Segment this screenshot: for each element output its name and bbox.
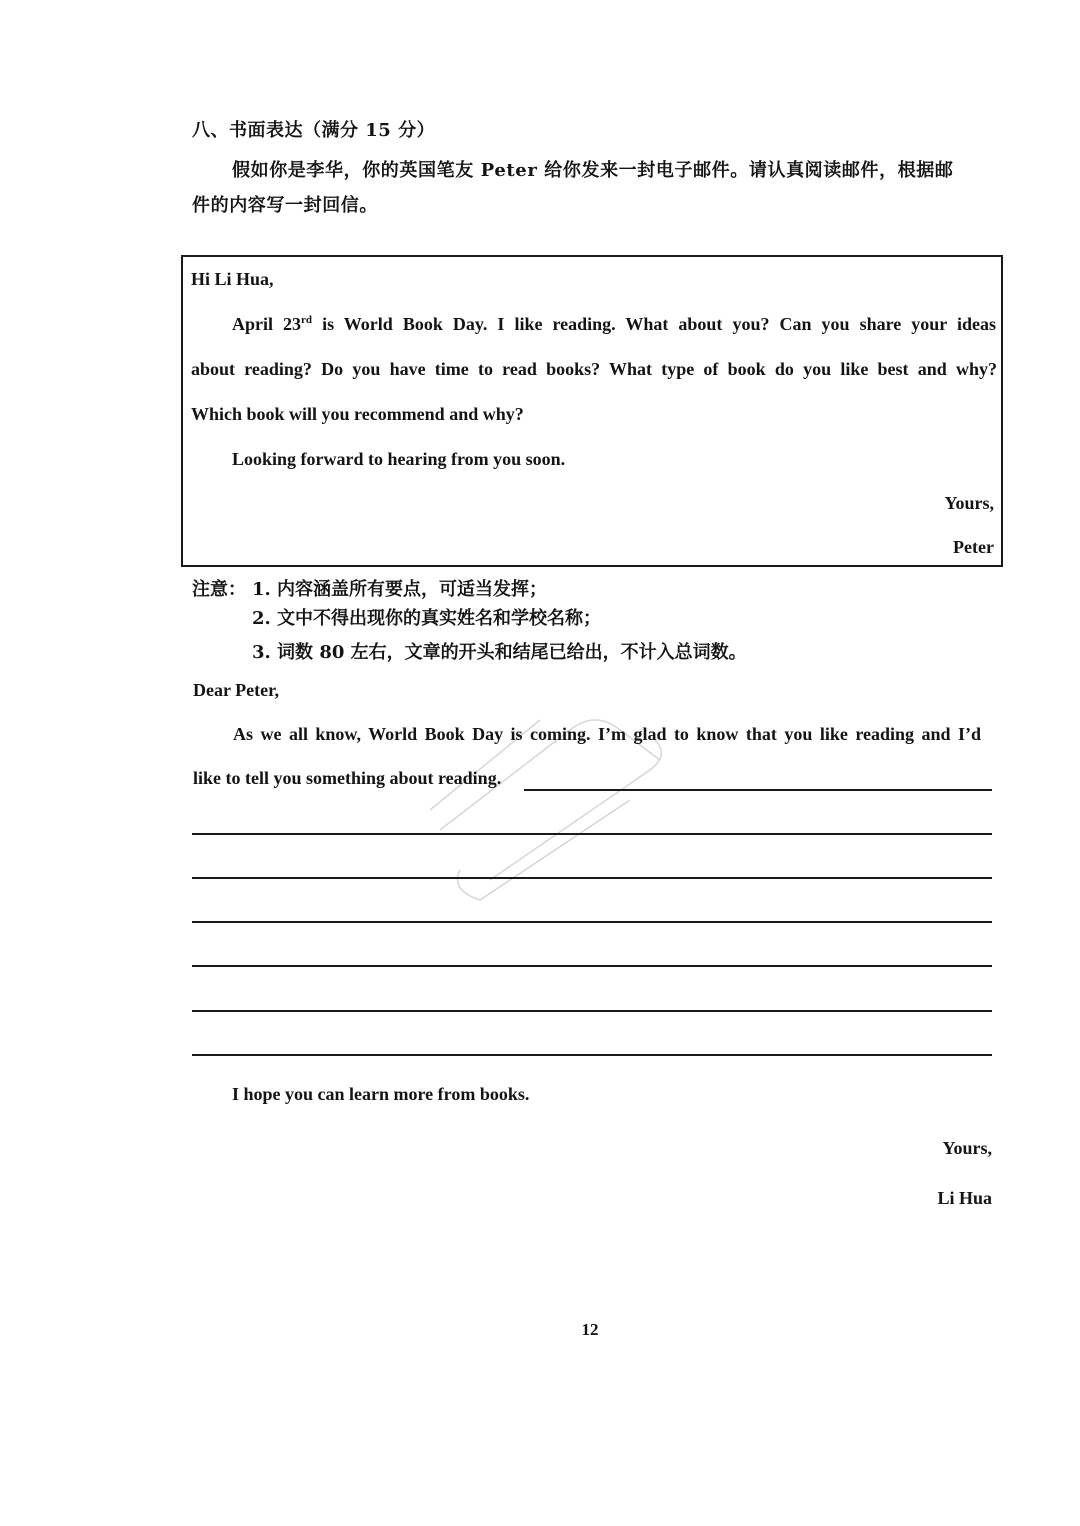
email-body-line-2: about reading? Do you have time to read books? What type of book do you like best and why? xyxy=(191,359,997,379)
writing-line-2[interactable] xyxy=(192,833,992,835)
reply-opening-line-2: like to tell you something about reading. xyxy=(193,768,502,788)
email-body-line-3: Which book will you recommend and why? xyxy=(191,404,524,424)
writing-line-5[interactable] xyxy=(192,965,992,967)
email-greeting: Hi Li Hua, xyxy=(191,269,274,289)
reply-opening-line-1: As we all know, World Book Day is coming. I’m glad to know that you like reading and I’d xyxy=(233,724,981,744)
task-instruction-line-1: 假如你是李华，你的英国笔友 Peter 给你发来一封电子邮件。请认真阅读邮件，根据邮 xyxy=(232,160,954,181)
writing-line-4[interactable] xyxy=(192,921,992,923)
section-heading: 八、书面表达（满分 15 分） xyxy=(192,120,436,141)
page-number: 12 xyxy=(581,1320,599,1339)
email-closing: Yours, xyxy=(944,493,994,513)
note-item-1: 1. 内容涵盖所有要点，可适当发挥； xyxy=(252,579,548,600)
note-item-2: 2. 文中不得出现你的真实姓名和学校名称； xyxy=(252,608,602,629)
reply-salutation: Dear Peter, xyxy=(193,680,279,700)
reply-closing: Yours, xyxy=(942,1138,992,1158)
writing-line-7[interactable] xyxy=(192,1054,992,1056)
writing-line-3[interactable] xyxy=(192,877,992,879)
writing-line-6[interactable] xyxy=(192,1010,992,1012)
note-item-3: 3. 词数 80 左右，文章的开头和结尾已给出，不计入总词数。 xyxy=(252,642,747,663)
task-instruction-line-2: 件的内容写一封回信。 xyxy=(192,195,378,216)
ordinal-suffix: rd xyxy=(301,314,313,326)
email-signature: Peter xyxy=(953,537,994,557)
notes-label: 注意： xyxy=(192,579,246,600)
writing-line-1[interactable] xyxy=(524,789,992,791)
reply-closing-sentence: I hope you can learn more from books. xyxy=(232,1084,530,1104)
reply-signature: Li Hua xyxy=(937,1188,992,1208)
email-body-line-1: April 23rd is World Book Day. I like reading. What about you? Can you share your ideas xyxy=(232,314,996,334)
email-body-line-4: Looking forward to hearing from you soon. xyxy=(232,449,566,469)
